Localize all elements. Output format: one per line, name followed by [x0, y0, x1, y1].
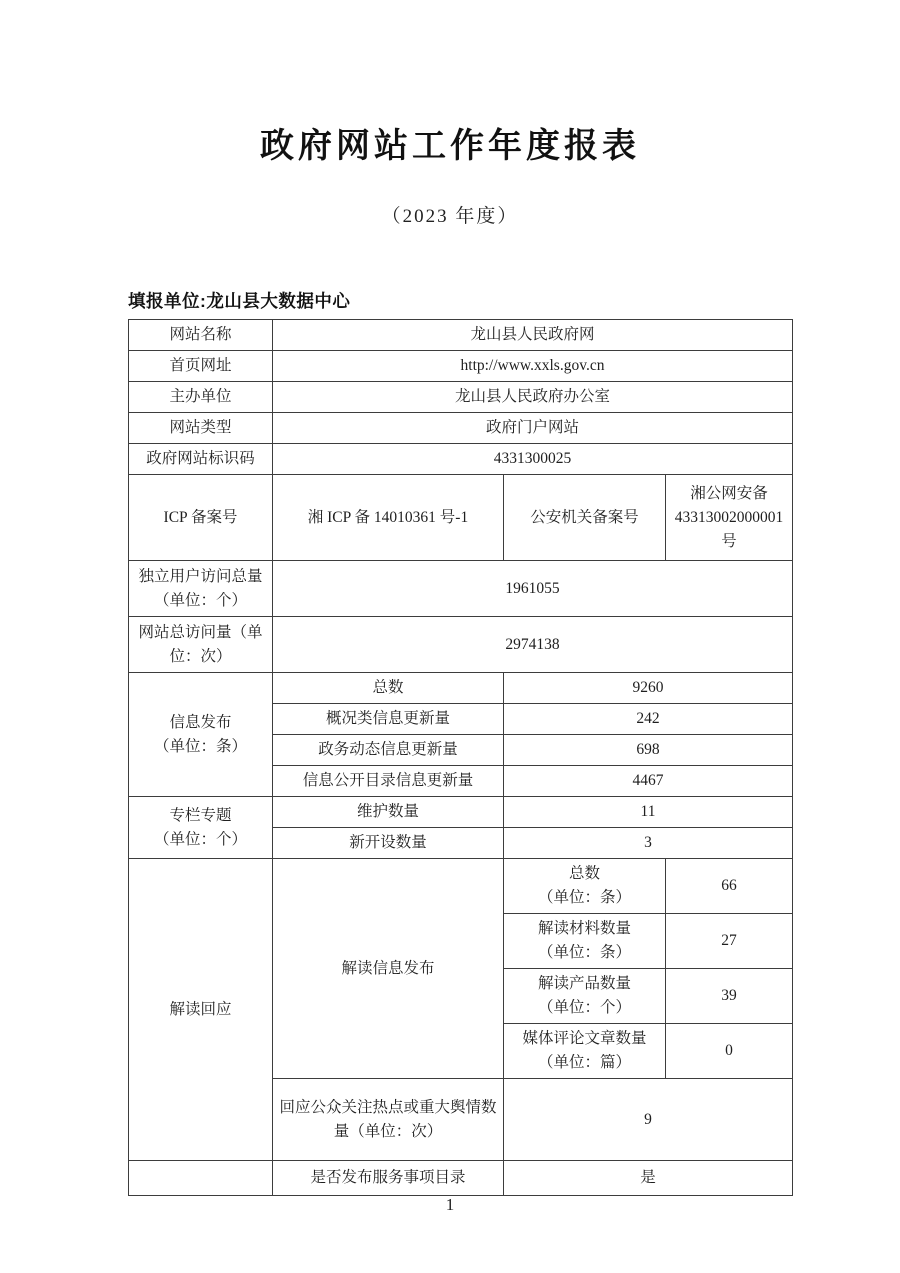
total-visits-label: 网站总访问量（单位：次） — [129, 617, 273, 673]
icp-value: 湘 ICP 备 14010361 号-1 — [273, 475, 504, 561]
interpretation-row-unit: （单位：条） — [537, 944, 631, 962]
icp-label: ICP 备案号 — [129, 475, 273, 561]
reporting-unit-label: 填报单位:龙山县大数据中心 — [128, 291, 351, 311]
interpretation-row-unit: （单位：条） — [537, 889, 631, 907]
table-row — [129, 797, 793, 828]
interpretation-row-label — [504, 859, 666, 914]
info-release-row-label: 概况类信息更新量 — [273, 704, 504, 735]
interpretation-group-label: 解读回应 — [129, 859, 273, 1161]
interpretation-row-unit: （单位：个） — [537, 999, 631, 1017]
table-row — [129, 617, 793, 673]
site-type-value: 政府门户网站 — [273, 413, 793, 444]
info-release-row-label: 信息公开目录信息更新量 — [273, 766, 504, 797]
table-row — [129, 475, 793, 561]
table-row — [129, 561, 793, 617]
table-row — [129, 382, 793, 413]
interpretation-row-value: 39 — [666, 969, 793, 1024]
info-release-row-label: 总数 — [273, 673, 504, 704]
info-release-row-value: 698 — [504, 735, 793, 766]
organizer-value: 龙山县人民政府办公室 — [273, 382, 793, 413]
site-name-value: 龙山县人民政府网 — [273, 320, 793, 351]
interpretation-row-value: 66 — [666, 859, 793, 914]
special-columns-group-label — [129, 797, 273, 859]
info-release-row-label: 政务动态信息更新量 — [273, 735, 504, 766]
table-row — [129, 444, 793, 475]
total-visits-value: 2974138 — [273, 617, 793, 673]
site-type-label: 网站类型 — [129, 413, 273, 444]
table-row — [129, 859, 793, 914]
page-subtitle: （2023 年度） — [381, 206, 519, 227]
interpretation-row-label — [504, 1024, 666, 1079]
unique-visitors-value: 1961055 — [273, 561, 793, 617]
table-row — [129, 351, 793, 382]
special-columns-row-label: 维护数量 — [273, 797, 504, 828]
interpretation-release-label: 解读信息发布 — [273, 859, 504, 1079]
table-row — [129, 1161, 793, 1196]
interpretation-row-unit: （单位：篇） — [537, 1054, 631, 1072]
special-columns-row-value: 3 — [504, 828, 793, 859]
site-name-label: 网站名称 — [129, 320, 273, 351]
page-number: 1 — [445, 1195, 455, 1214]
service-catalog-value: 是 — [504, 1161, 793, 1196]
special-columns-row-label: 新开设数量 — [273, 828, 504, 859]
organizer-label: 主办单位 — [129, 382, 273, 413]
interpretation-row-label-text: 解读材料数量 — [537, 920, 631, 938]
service-catalog-label: 是否发布服务事项目录 — [273, 1161, 504, 1196]
unique-visitors-label: 独立用户访问总量（单位：个） — [129, 561, 273, 617]
annual-report-table — [128, 319, 793, 1196]
interpretation-row-label-text: 媒体评论文章数量 — [522, 1030, 647, 1048]
special-columns-row-value: 11 — [504, 797, 793, 828]
police-record-value: 湘公网安备 43313002000001 号 — [666, 475, 793, 561]
interpretation-row-label-text: 总数 — [568, 865, 600, 883]
site-code-value: 4331300025 — [273, 444, 793, 475]
homepage-label: 首页网址 — [129, 351, 273, 382]
info-release-group-label — [129, 673, 273, 797]
interpretation-row-label — [504, 969, 666, 1024]
table-row — [129, 673, 793, 704]
interpretation-row-label-text: 解读产品数量 — [537, 975, 631, 993]
special-columns-label: 专栏专题 — [169, 806, 232, 824]
homepage-url: http://www.xxls.gov.cn — [273, 351, 793, 382]
info-release-label: 信息发布 — [169, 713, 232, 731]
hotspot-response-value: 9 — [504, 1079, 793, 1161]
interpretation-row-value: 27 — [666, 914, 793, 969]
special-columns-unit: （单位：个） — [153, 830, 247, 848]
site-code-label: 政府网站标识码 — [129, 444, 273, 475]
hotspot-response-label: 回应公众关注热点或重大舆情数量（单位：次） — [273, 1079, 504, 1161]
police-record-label: 公安机关备案号 — [504, 475, 666, 561]
interpretation-row-value: 0 — [666, 1024, 793, 1079]
info-release-row-value: 9260 — [504, 673, 793, 704]
table-row — [129, 413, 793, 444]
info-release-unit: （单位：条） — [153, 737, 247, 755]
interpretation-row-label — [504, 914, 666, 969]
info-release-row-value: 242 — [504, 704, 793, 735]
info-release-row-value: 4467 — [504, 766, 793, 797]
page-title: 政府网站工作年度报表 — [260, 127, 640, 165]
table-row — [129, 320, 793, 351]
empty-cell — [129, 1161, 273, 1196]
